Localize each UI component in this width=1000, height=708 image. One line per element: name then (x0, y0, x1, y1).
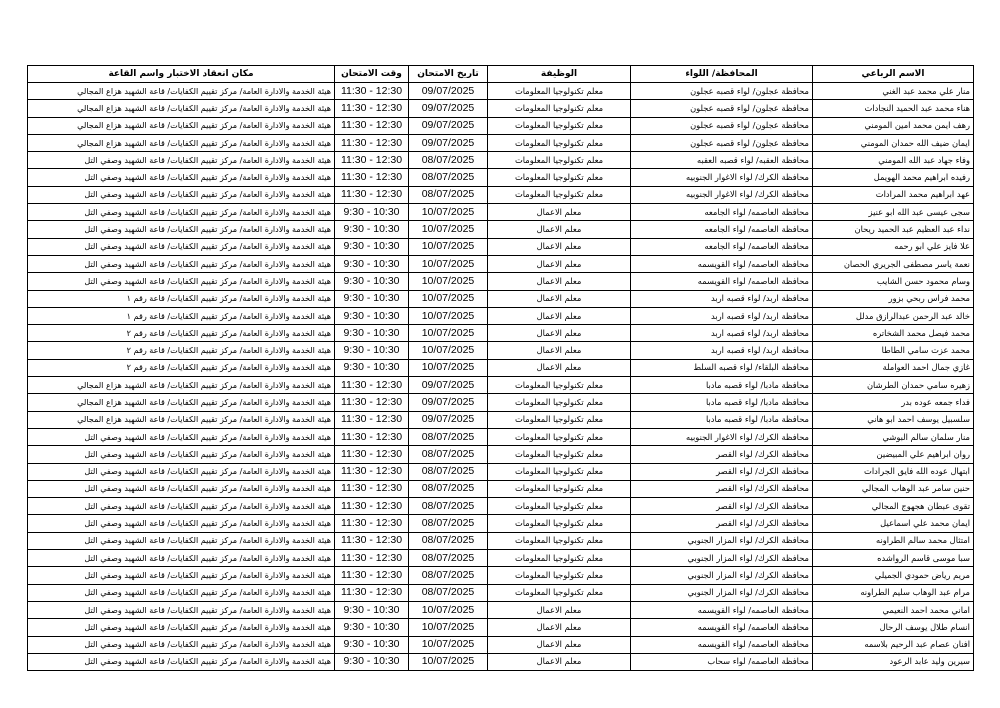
cell-exam-place: هيئة الخدمة والادارة العامة/ مركز تقييم الكفايات/ قاعة رقم ١ (28, 307, 335, 324)
cell-exam-date: 10/07/2025 (409, 255, 488, 272)
cell-name: فداء جمعه عوده بدر (813, 394, 974, 411)
cell-governorate: محافظة الكرك/ لواء المزار الجنوبي (631, 567, 813, 584)
cell-exam-date: 09/07/2025 (409, 134, 488, 151)
cell-governorate: محافظة العاصمه/ لواء الجامعه (631, 238, 813, 255)
cell-job: معلم الاعمال (488, 653, 631, 670)
cell-job: معلم تكنولوجيا المعلومات (488, 394, 631, 411)
cell-name: رهف ايمن محمد امين المومني (813, 117, 974, 134)
cell-governorate: محافظة العاصمه/ لواء القويسمه (631, 636, 813, 653)
cell-name: رفيده ابراهيم محمد الهويمل (813, 169, 974, 186)
table-row (28, 359, 974, 376)
header-job: الوظيفة (488, 66, 631, 83)
cell-exam-place: هيئة الخدمة والادارة العامة/ مركز تقييم الكفايات/ قاعة الشهيد هزاع المجالي (28, 411, 335, 428)
header-name: الاسم الرباعي (813, 66, 974, 83)
cell-exam-date: 10/07/2025 (409, 636, 488, 653)
cell-name: سيرين وليد عابد الرعود (813, 653, 974, 670)
table-row (28, 480, 974, 497)
cell-exam-date: 09/07/2025 (409, 377, 488, 394)
cell-job: معلم تكنولوجيا المعلومات (488, 411, 631, 428)
cell-job: معلم تكنولوجيا المعلومات (488, 532, 631, 549)
cell-governorate: محافظة الكرك/ لواء القصر (631, 498, 813, 515)
cell-exam-date: 08/07/2025 (409, 584, 488, 601)
cell-exam-place: هيئة الخدمة والادارة العامة/ مركز تقييم الكفايات/ قاعة الشهيد وصفي التل (28, 204, 335, 221)
cell-name: عهد ابراهيم محمد المرادات (813, 186, 974, 203)
cell-exam-date: 09/07/2025 (409, 394, 488, 411)
cell-governorate: محافظة عجلون/ لواء قصبه عجلون (631, 100, 813, 117)
cell-exam-place: هيئة الخدمة والادارة العامة/ مركز تقييم الكفايات/ قاعة الشهيد وصفي التل (28, 480, 335, 497)
cell-exam-time: 11:30 - 12:30 (335, 100, 409, 117)
cell-exam-place: هيئة الخدمة والادارة العامة/ مركز تقييم الكفايات/ قاعة الشهيد وصفي التل (28, 186, 335, 203)
cell-name: سلسبيل يوسف احمد ابو هاني (813, 411, 974, 428)
table-row (28, 377, 974, 394)
cell-governorate: محافظة اربد/ لواء قصبه اربد (631, 342, 813, 359)
table-body (28, 83, 974, 671)
cell-exam-place: هيئة الخدمة والادارة العامة/ مركز تقييم الكفايات/ قاعة رقم ٢ (28, 342, 335, 359)
cell-job: معلم الاعمال (488, 290, 631, 307)
cell-job: معلم تكنولوجيا المعلومات (488, 83, 631, 100)
cell-governorate: محافظة اربد/ لواء قصبه اربد (631, 325, 813, 342)
cell-name: مرام عبد الوهاب سليم الطراونه (813, 584, 974, 601)
cell-exam-place: هيئة الخدمة والادارة العامة/ مركز تقييم الكفايات/ قاعة الشهيد وصفي التل (28, 238, 335, 255)
cell-name: تقوى عبطان هجهوج المجالي (813, 498, 974, 515)
cell-exam-place: هيئة الخدمة والادارة العامة/ مركز تقييم الكفايات/ قاعة الشهيد وصفي التل (28, 601, 335, 618)
cell-exam-place: هيئة الخدمة والادارة العامة/ مركز تقييم الكفايات/ قاعة الشهيد وصفي التل (28, 152, 335, 169)
cell-exam-date: 08/07/2025 (409, 186, 488, 203)
cell-name: ابتهال عوده الله فايق الجرادات (813, 463, 974, 480)
cell-job: معلم الاعمال (488, 619, 631, 636)
cell-governorate: محافظة عجلون/ لواء قصبه عجلون (631, 117, 813, 134)
cell-exam-place: هيئة الخدمة والادارة العامة/ مركز تقييم الكفايات/ قاعة الشهيد وصفي التل (28, 446, 335, 463)
cell-exam-place: هيئة الخدمة والادارة العامة/ مركز تقييم الكفايات/ قاعة الشهيد وصفي التل (28, 567, 335, 584)
cell-job: معلم تكنولوجيا المعلومات (488, 100, 631, 117)
cell-job: معلم تكنولوجيا المعلومات (488, 567, 631, 584)
cell-exam-time: 9:30 - 10:30 (335, 359, 409, 376)
table-row (28, 601, 974, 618)
cell-exam-time: 11:30 - 12:30 (335, 117, 409, 134)
cell-name: امتثال محمد سالم الطراونه (813, 532, 974, 549)
cell-name: ايمان ضيف الله حمدان المومني (813, 134, 974, 151)
cell-exam-place: هيئة الخدمة والادارة العامة/ مركز تقييم الكفايات/ قاعة الشهيد هزاع المجالي (28, 394, 335, 411)
table-row (28, 428, 974, 445)
table-row (28, 169, 974, 186)
cell-exam-date: 09/07/2025 (409, 117, 488, 134)
cell-governorate: محافظة عجلون/ لواء قصبه عجلون (631, 134, 813, 151)
cell-exam-time: 9:30 - 10:30 (335, 342, 409, 359)
cell-name: اماني محمد احمد النعيمي (813, 601, 974, 618)
cell-name: نعمة ياسر مصطفى الجريري الحصان (813, 255, 974, 272)
table-row (28, 204, 974, 221)
cell-job: معلم تكنولوجيا المعلومات (488, 550, 631, 567)
cell-exam-time: 11:30 - 12:30 (335, 169, 409, 186)
cell-exam-time: 11:30 - 12:30 (335, 498, 409, 515)
cell-exam-date: 08/07/2025 (409, 532, 488, 549)
table-row (28, 463, 974, 480)
table-row (28, 446, 974, 463)
cell-exam-date: 10/07/2025 (409, 342, 488, 359)
cell-name: محمد فراس ربحي بزور (813, 290, 974, 307)
cell-job: معلم الاعمال (488, 255, 631, 272)
cell-job: معلم الاعمال (488, 359, 631, 376)
cell-job: معلم تكنولوجيا المعلومات (488, 169, 631, 186)
cell-exam-place: هيئة الخدمة والادارة العامة/ مركز تقييم الكفايات/ قاعة الشهيد وصفي التل (28, 619, 335, 636)
cell-exam-time: 11:30 - 12:30 (335, 515, 409, 532)
cell-exam-date: 10/07/2025 (409, 204, 488, 221)
cell-exam-time: 11:30 - 12:30 (335, 134, 409, 151)
cell-exam-time: 9:30 - 10:30 (335, 290, 409, 307)
cell-governorate: محافظة الكرك/ لواء المزار الجنوبي (631, 550, 813, 567)
table-row (28, 498, 974, 515)
cell-exam-time: 11:30 - 12:30 (335, 463, 409, 480)
cell-exam-date: 08/07/2025 (409, 169, 488, 186)
cell-exam-date: 08/07/2025 (409, 550, 488, 567)
cell-name: انسام طلال يوسف الرحال (813, 619, 974, 636)
cell-exam-time: 9:30 - 10:30 (335, 273, 409, 290)
table-row (28, 567, 974, 584)
cell-name: منار علي محمد عبد الغني (813, 83, 974, 100)
cell-exam-date: 08/07/2025 (409, 446, 488, 463)
cell-governorate: محافظة العاصمه/ لواء القويسمه (631, 601, 813, 618)
cell-job: معلم تكنولوجيا المعلومات (488, 428, 631, 445)
cell-exam-date: 08/07/2025 (409, 480, 488, 497)
cell-governorate: محافظة اربد/ لواء قصبه اربد (631, 307, 813, 324)
cell-governorate: محافظة الكرك/ لواء الاغوار الجنوبيه (631, 186, 813, 203)
cell-name: غازي جمال احمد العواملة (813, 359, 974, 376)
table-row (28, 255, 974, 272)
cell-exam-date: 08/07/2025 (409, 152, 488, 169)
cell-exam-time: 9:30 - 10:30 (335, 325, 409, 342)
cell-governorate: محافظة الكرك/ لواء الاغوار الجنوبيه (631, 169, 813, 186)
cell-governorate: محافظة الكرك/ لواء المزار الجنوبي (631, 532, 813, 549)
cell-exam-time: 11:30 - 12:30 (335, 480, 409, 497)
cell-job: معلم الاعمال (488, 636, 631, 653)
cell-exam-place: هيئة الخدمة والادارة العامة/ مركز تقييم الكفايات/ قاعة الشهيد هزاع المجالي (28, 134, 335, 151)
cell-governorate: محافظة العاصمه/ لواء الجامعه (631, 221, 813, 238)
cell-name: سجى عيسى عبد الله ابو عنيز (813, 204, 974, 221)
cell-exam-date: 09/07/2025 (409, 411, 488, 428)
cell-governorate: محافظة البلقاء/ لواء قصبه السلط (631, 359, 813, 376)
cell-exam-place: هيئة الخدمة والادارة العامة/ مركز تقييم الكفايات/ قاعة الشهيد وصفي التل (28, 550, 335, 567)
cell-name: منار سلمان سالم البوشي (813, 428, 974, 445)
cell-job: معلم تكنولوجيا المعلومات (488, 498, 631, 515)
cell-governorate: محافظة عجلون/ لواء قصبه عجلون (631, 83, 813, 100)
table-row (28, 532, 974, 549)
cell-exam-time: 11:30 - 12:30 (335, 584, 409, 601)
cell-exam-time: 9:30 - 10:30 (335, 601, 409, 618)
table-row (28, 100, 974, 117)
table-row (28, 515, 974, 532)
cell-job: معلم تكنولوجيا المعلومات (488, 134, 631, 151)
cell-job: معلم تكنولوجيا المعلومات (488, 117, 631, 134)
cell-exam-place: هيئة الخدمة والادارة العامة/ مركز تقييم الكفايات/ قاعة رقم ٢ (28, 325, 335, 342)
cell-job: معلم الاعمال (488, 273, 631, 290)
cell-exam-date: 10/07/2025 (409, 601, 488, 618)
cell-exam-place: هيئة الخدمة والادارة العامة/ مركز تقييم الكفايات/ قاعة الشهيد وصفي التل (28, 273, 335, 290)
cell-job: معلم الاعمال (488, 221, 631, 238)
cell-governorate: محافظة مادبا/ لواء قصبه مادبا (631, 377, 813, 394)
cell-exam-date: 08/07/2025 (409, 428, 488, 445)
cell-governorate: محافظة الكرك/ لواء القصر (631, 446, 813, 463)
cell-exam-place: هيئة الخدمة والادارة العامة/ مركز تقييم الكفايات/ قاعة الشهيد وصفي التل (28, 584, 335, 601)
header-governorate: المحافظة/ اللواء (631, 66, 813, 83)
cell-governorate: محافظة الكرك/ لواء الاغوار الجنوبيه (631, 428, 813, 445)
cell-job: معلم الاعمال (488, 238, 631, 255)
cell-exam-place: هيئة الخدمة والادارة العامة/ مركز تقييم الكفايات/ قاعة الشهيد هزاع المجالي (28, 117, 335, 134)
table-row (28, 394, 974, 411)
cell-exam-place: هيئة الخدمة والادارة العامة/ مركز تقييم الكفايات/ قاعة الشهيد وصفي التل (28, 636, 335, 653)
cell-job: معلم تكنولوجيا المعلومات (488, 480, 631, 497)
table-row (28, 117, 974, 134)
cell-name: سبا موسى قاسم الرواشده (813, 550, 974, 567)
cell-exam-place: هيئة الخدمة والادارة العامة/ مركز تقييم الكفايات/ قاعة الشهيد هزاع المجالي (28, 377, 335, 394)
cell-exam-place: هيئة الخدمة والادارة العامة/ مركز تقييم الكفايات/ قاعة الشهيد وصفي التل (28, 532, 335, 549)
cell-exam-date: 10/07/2025 (409, 325, 488, 342)
cell-exam-date: 10/07/2025 (409, 619, 488, 636)
cell-name: علا فايز علي ابو رحمه (813, 238, 974, 255)
header-exam-place: مكان انعقاد الاختبار واسم القاعة (28, 66, 335, 83)
cell-exam-time: 11:30 - 12:30 (335, 377, 409, 394)
cell-exam-time: 11:30 - 12:30 (335, 83, 409, 100)
cell-exam-place: هيئة الخدمة والادارة العامة/ مركز تقييم الكفايات/ قاعة الشهيد هزاع المجالي (28, 83, 335, 100)
cell-governorate: محافظة الكرك/ لواء المزار الجنوبي (631, 584, 813, 601)
cell-governorate: محافظة العاصمه/ لواء القويسمه (631, 619, 813, 636)
cell-exam-date: 08/07/2025 (409, 567, 488, 584)
cell-job: معلم الاعمال (488, 325, 631, 342)
cell-name: وفاء جهاد عبد الله المومني (813, 152, 974, 169)
table-row (28, 273, 974, 290)
cell-exam-place: هيئة الخدمة والادارة العامة/ مركز تقييم الكفايات/ قاعة رقم ١ (28, 290, 335, 307)
cell-name: خالد عبد الرحمن عبدالرازق مدلل (813, 307, 974, 324)
table-row (28, 619, 974, 636)
table-row (28, 307, 974, 324)
cell-name: محمد فيصل محمد الشخاتره (813, 325, 974, 342)
cell-exam-date: 10/07/2025 (409, 221, 488, 238)
table-row (28, 411, 974, 428)
cell-exam-time: 11:30 - 12:30 (335, 394, 409, 411)
cell-exam-place: هيئة الخدمة والادارة العامة/ مركز تقييم الكفايات/ قاعة الشهيد وصفي التل (28, 515, 335, 532)
table-row (28, 342, 974, 359)
cell-exam-time: 11:30 - 12:30 (335, 152, 409, 169)
cell-exam-time: 9:30 - 10:30 (335, 619, 409, 636)
cell-exam-place: هيئة الخدمة والادارة العامة/ مركز تقييم الكفايات/ قاعة الشهيد وصفي التل (28, 428, 335, 445)
cell-exam-place: هيئة الخدمة والادارة العامة/ مركز تقييم الكفايات/ قاعة رقم ٢ (28, 359, 335, 376)
table-row (28, 550, 974, 567)
cell-job: معلم الاعمال (488, 342, 631, 359)
table-row (28, 83, 974, 100)
table-header-row (28, 66, 974, 83)
cell-exam-date: 09/07/2025 (409, 83, 488, 100)
exam-schedule-table (27, 65, 974, 671)
table-row (28, 134, 974, 151)
cell-exam-date: 10/07/2025 (409, 238, 488, 255)
cell-exam-time: 11:30 - 12:30 (335, 567, 409, 584)
cell-exam-date: 08/07/2025 (409, 498, 488, 515)
cell-name: زهيره سامي حمدان الطرشان (813, 377, 974, 394)
cell-job: معلم تكنولوجيا المعلومات (488, 152, 631, 169)
table-row (28, 290, 974, 307)
cell-job: معلم تكنولوجيا المعلومات (488, 377, 631, 394)
cell-exam-place: هيئة الخدمة والادارة العامة/ مركز تقييم الكفايات/ قاعة الشهيد وصفي التل (28, 221, 335, 238)
header-exam-date: تاريخ الامتحان (409, 66, 488, 83)
cell-governorate: محافظة مادبا/ لواء قصبه مادبا (631, 411, 813, 428)
cell-exam-time: 11:30 - 12:30 (335, 446, 409, 463)
table-row (28, 186, 974, 203)
cell-exam-date: 10/07/2025 (409, 273, 488, 290)
cell-job: معلم تكنولوجيا المعلومات (488, 584, 631, 601)
table-row (28, 584, 974, 601)
cell-exam-place: هيئة الخدمة والادارة العامة/ مركز تقييم الكفايات/ قاعة الشهيد وصفي التل (28, 498, 335, 515)
cell-exam-date: 08/07/2025 (409, 463, 488, 480)
cell-exam-time: 9:30 - 10:30 (335, 255, 409, 272)
cell-governorate: محافظة العقبه/ لواء قصبه العقبه (631, 152, 813, 169)
table-row (28, 653, 974, 670)
cell-exam-date: 10/07/2025 (409, 653, 488, 670)
table-row (28, 238, 974, 255)
cell-exam-place: هيئة الخدمة والادارة العامة/ مركز تقييم الكفايات/ قاعة الشهيد وصفي التل (28, 169, 335, 186)
cell-exam-time: 11:30 - 12:30 (335, 428, 409, 445)
table-row (28, 636, 974, 653)
cell-exam-date: 10/07/2025 (409, 359, 488, 376)
cell-governorate: محافظة العاصمه/ لواء القويسمه (631, 255, 813, 272)
header-exam-time: وقت الامتحان (335, 66, 409, 83)
cell-exam-time: 11:30 - 12:30 (335, 186, 409, 203)
cell-governorate: محافظة اربد/ لواء قصبه اربد (631, 290, 813, 307)
cell-exam-date: 10/07/2025 (409, 307, 488, 324)
cell-governorate: محافظة العاصمه/ لواء سحاب (631, 653, 813, 670)
cell-exam-place: هيئة الخدمة والادارة العامة/ مركز تقييم الكفايات/ قاعة الشهيد وصفي التل (28, 653, 335, 670)
cell-exam-time: 9:30 - 10:30 (335, 307, 409, 324)
cell-name: نداء عبد العظيم عبد الحميد ريحان (813, 221, 974, 238)
cell-exam-date: 08/07/2025 (409, 515, 488, 532)
cell-exam-time: 11:30 - 12:30 (335, 550, 409, 567)
cell-governorate: محافظة العاصمه/ لواء القويسمه (631, 273, 813, 290)
cell-name: افنان عصام عبد الرحيم بلاسمه (813, 636, 974, 653)
cell-job: معلم تكنولوجيا المعلومات (488, 463, 631, 480)
cell-name: ايمان محمد علي اسماعيل (813, 515, 974, 532)
cell-job: معلم الاعمال (488, 601, 631, 618)
cell-exam-date: 09/07/2025 (409, 100, 488, 117)
cell-job: معلم تكنولوجيا المعلومات (488, 515, 631, 532)
cell-governorate: محافظة العاصمه/ لواء الجامعه (631, 204, 813, 221)
cell-exam-time: 9:30 - 10:30 (335, 221, 409, 238)
cell-job: معلم تكنولوجيا المعلومات (488, 446, 631, 463)
cell-governorate: محافظة مادبا/ لواء قصبه مادبا (631, 394, 813, 411)
cell-exam-time: 11:30 - 12:30 (335, 411, 409, 428)
table-row (28, 325, 974, 342)
cell-governorate: محافظة الكرك/ لواء القصر (631, 480, 813, 497)
cell-exam-time: 11:30 - 12:30 (335, 532, 409, 549)
cell-exam-place: هيئة الخدمة والادارة العامة/ مركز تقييم الكفايات/ قاعة الشهيد هزاع المجالي (28, 100, 335, 117)
cell-job: معلم الاعمال (488, 204, 631, 221)
cell-name: مريم رياض حمودي الجميلي (813, 567, 974, 584)
cell-name: حنين سامر عبد الوهاب المجالي (813, 480, 974, 497)
cell-name: روان ابراهيم علي المبيضين (813, 446, 974, 463)
table-row (28, 221, 974, 238)
document-page (27, 65, 973, 671)
cell-exam-time: 9:30 - 10:30 (335, 204, 409, 221)
cell-name: وسام محمود حسن الشايب (813, 273, 974, 290)
cell-name: محمد عزت سامي الطاطا (813, 342, 974, 359)
cell-exam-place: هيئة الخدمة والادارة العامة/ مركز تقييم الكفايات/ قاعة الشهيد وصفي التل (28, 255, 335, 272)
cell-exam-time: 9:30 - 10:30 (335, 238, 409, 255)
cell-governorate: محافظة الكرك/ لواء القصر (631, 515, 813, 532)
cell-exam-date: 10/07/2025 (409, 290, 488, 307)
cell-exam-place: هيئة الخدمة والادارة العامة/ مركز تقييم الكفايات/ قاعة الشهيد وصفي التل (28, 463, 335, 480)
cell-exam-time: 9:30 - 10:30 (335, 636, 409, 653)
cell-name: هناء محمد عبد الحميد النجادات (813, 100, 974, 117)
table-row (28, 152, 974, 169)
cell-job: معلم الاعمال (488, 307, 631, 324)
cell-job: معلم تكنولوجيا المعلومات (488, 186, 631, 203)
cell-governorate: محافظة الكرك/ لواء القصر (631, 463, 813, 480)
cell-exam-time: 9:30 - 10:30 (335, 653, 409, 670)
